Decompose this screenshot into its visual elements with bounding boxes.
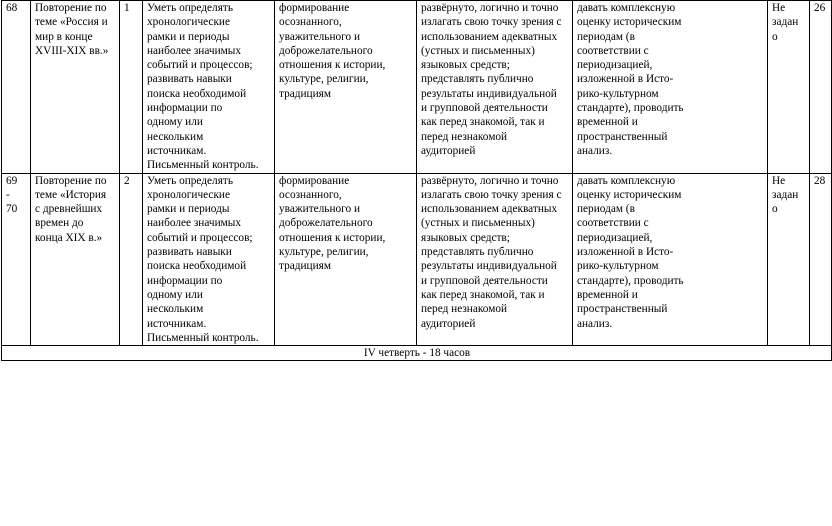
lesson-hours: 2 bbox=[120, 173, 143, 346]
personal-results: формирование осознанного, уважительного и доброжелательного отношения к истории, культуре, религии, традициям bbox=[275, 173, 417, 346]
lesson-topic: Повторение по теме «История с древнейших времен до конца XIX в.» bbox=[31, 173, 120, 346]
lesson-date: 26 bbox=[810, 1, 832, 174]
homework: Не задан о bbox=[768, 1, 810, 174]
quarter-heading-row bbox=[2, 346, 832, 361]
quarter-heading: IV четверть - 18 часов bbox=[2, 346, 832, 361]
subject-skills: Уметь определять хронологические рамки и периоды наиболее значимых событий и процессов; развивать навыки поиска необходимой информации по одному или нескольким источникам. Письменный контроль. bbox=[143, 173, 275, 346]
homework: Не задан о bbox=[768, 173, 810, 346]
lesson-plan-table bbox=[1, 0, 832, 361]
communicative-skills: развёрнуто, логично и точно излагать свою точку зрения с использованием адекватных (устных и письменных) языковых средств; представлять публично результаты индивидуальной и групповой деятельности как перед знакомой, так и перед незнакомой аудиторией bbox=[417, 173, 573, 346]
communicative-skills: развёрнуто, логично и точно излагать свою точку зрения с использованием адекватных (устных и письменных) языковых средств; представлять публично результаты индивидуальной и групповой деятельности как перед знакомой, так и перед незнакомой аудиторией bbox=[417, 1, 573, 174]
lesson-number: 68 bbox=[2, 1, 31, 174]
table-row bbox=[2, 173, 832, 346]
cognitive-skills: давать комплексную оценку историческим периодам (в соответствии с периодизацией, изложенной в Исто- рико-культурном стандарте), проводить временной и пространственный анализ. bbox=[573, 173, 768, 346]
lesson-number: 69 - 70 bbox=[2, 173, 31, 346]
table-row bbox=[2, 1, 832, 174]
cognitive-skills: давать комплексную оценку историческим периодам (в соответствии с периодизацией, изложенной в Исто- рико-культурном стандарте), проводить временной и пространственный анализ. bbox=[573, 1, 768, 174]
lesson-date: 28 bbox=[810, 173, 832, 346]
personal-results: формирование осознанного, уважительного и доброжелательного отношения к истории, культуре, религии, традициям bbox=[275, 1, 417, 174]
lesson-hours: 1 bbox=[120, 1, 143, 174]
subject-skills: Уметь определять хронологические рамки и периоды наиболее значимых событий и процессов; развивать навыки поиска необходимой информации по одному или нескольким источникам. Письменный контроль. bbox=[143, 1, 275, 174]
lesson-topic: Повторение по теме «Россия и мир в конце XVIII-XIX вв.» bbox=[31, 1, 120, 174]
